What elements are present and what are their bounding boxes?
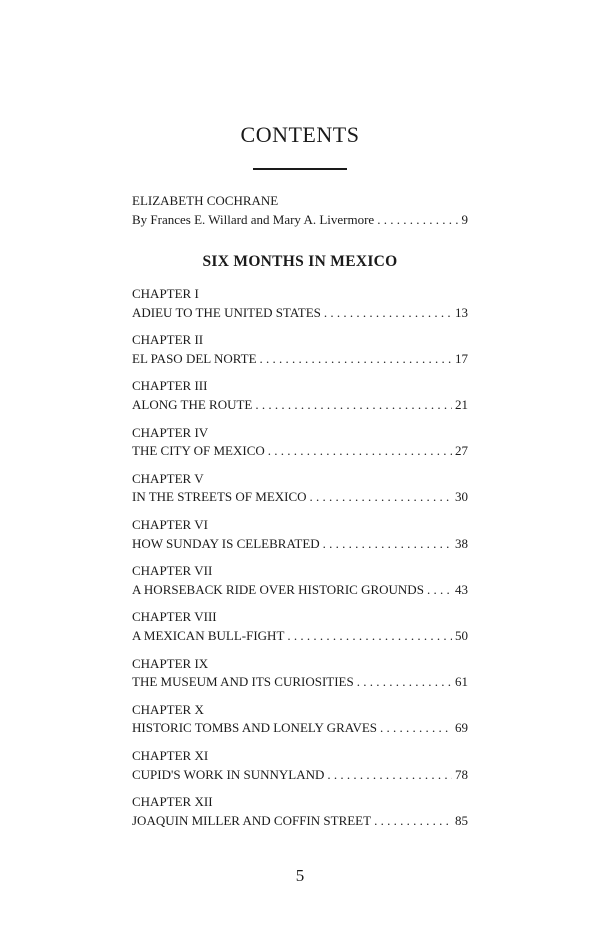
- chapter-label: CHAPTER IV: [132, 424, 209, 440]
- chapter-page-number: 17: [455, 350, 468, 366]
- chapter-title-row: [132, 719, 468, 738]
- chapter-label: CHAPTER VII: [132, 563, 213, 579]
- chapter-page-number: 21: [455, 396, 468, 412]
- page-title: CONTENTS: [240, 122, 360, 147]
- section-heading: SIX MONTHS IN MEXICO: [202, 253, 398, 270]
- intro-byline-row: [132, 211, 468, 230]
- dot-leader: [310, 488, 452, 507]
- dot-leader: [323, 535, 452, 554]
- chapter-title: HISTORIC TOMBS AND LONELY GRAVES: [132, 720, 378, 736]
- chapter-page-number: 78: [455, 766, 468, 782]
- chapter-page-number: 50: [455, 627, 468, 643]
- chapter-page-number: 27: [455, 443, 468, 459]
- chapter-title: CUPID'S WORK IN SUNNYLAND: [132, 766, 325, 782]
- chapter-label: CHAPTER XI: [132, 748, 209, 763]
- toc-entry[interactable]: [132, 377, 468, 414]
- chapter-title-row: [132, 627, 468, 646]
- toc-entry[interactable]: [132, 470, 468, 507]
- toc-entry[interactable]: [132, 424, 468, 461]
- intro-page-number: 9: [461, 211, 468, 227]
- toc-entry[interactable]: [132, 516, 468, 553]
- dot-leader: [287, 627, 452, 646]
- chapter-title: HOW SUNDAY IS CELEBRATED: [132, 535, 320, 551]
- chapter-title: A MEXICAN BULL-FIGHT: [132, 627, 285, 643]
- dot-leader: [357, 673, 452, 692]
- chapter-page-number: 69: [455, 720, 468, 736]
- toc-entry[interactable]: [132, 562, 468, 599]
- toc-entry[interactable]: [132, 608, 468, 645]
- dot-leader: [374, 812, 452, 831]
- dot-leader: [268, 442, 452, 461]
- dot-leader: [327, 766, 452, 785]
- intro-entry[interactable]: [132, 192, 468, 229]
- intro-heading: ELIZABETH COCHRANE: [132, 193, 279, 208]
- chapter-label: CHAPTER I: [132, 286, 199, 301]
- chapter-label: CHAPTER V: [132, 470, 204, 486]
- toc-entry[interactable]: [132, 285, 468, 322]
- chapter-page-number: 13: [455, 304, 468, 320]
- chapter-page-number: 38: [455, 535, 468, 551]
- chapter-title-row: [132, 350, 468, 369]
- chapter-label: CHAPTER XII: [132, 794, 213, 810]
- toc-entry[interactable]: [132, 793, 468, 830]
- chapter-page-number: 61: [455, 674, 468, 690]
- chapter-title: THE CITY OF MEXICO: [132, 443, 265, 459]
- chapter-title: A HORSEBACK RIDE OVER HISTORIC GROUNDS: [132, 581, 424, 597]
- chapter-label: CHAPTER X: [132, 701, 204, 717]
- chapter-label: CHAPTER II: [132, 332, 204, 348]
- dot-leader: [324, 304, 452, 323]
- chapter-title: IN THE STREETS OF MEXICO: [132, 489, 307, 505]
- chapter-page-number: 43: [455, 581, 468, 597]
- chapter-title-row: [132, 304, 468, 323]
- dot-leader: [427, 581, 452, 600]
- dot-leader: [380, 719, 452, 738]
- chapter-title: JOAQUIN MILLER AND COFFIN STREET: [132, 812, 372, 828]
- chapter-title-row: [132, 442, 468, 461]
- chapter-title-row: [132, 581, 468, 600]
- toc-entry[interactable]: [132, 747, 468, 784]
- chapter-label: CHAPTER III: [132, 378, 208, 394]
- chapter-title: ADIEU TO THE UNITED STATES: [132, 304, 321, 320]
- title-rule: [253, 168, 347, 170]
- dot-leader: [377, 211, 458, 230]
- chapter-title-row: [132, 812, 468, 831]
- intro-byline: By Frances E. Willard and Mary A. Livermore: [132, 211, 375, 227]
- chapter-title-row: [132, 766, 468, 785]
- chapter-title-row: [132, 488, 468, 507]
- chapter-title: THE MUSEUM AND ITS CURIOSITIES: [132, 674, 354, 690]
- chapter-page-number: 85: [455, 812, 468, 828]
- chapter-title: EL PASO DEL NORTE: [132, 350, 257, 366]
- chapter-title-row: [132, 673, 468, 692]
- page-number: 5: [295, 866, 305, 885]
- dot-leader: [255, 396, 452, 415]
- dot-leader: [260, 350, 452, 369]
- chapter-label: CHAPTER IX: [132, 655, 209, 671]
- toc-entry[interactable]: [132, 655, 468, 692]
- chapter-title: ALONG THE ROUTE: [132, 396, 253, 412]
- toc-entry[interactable]: [132, 331, 468, 368]
- chapter-title-row: [132, 396, 468, 415]
- chapter-title-row: [132, 535, 468, 554]
- toc-entry[interactable]: [132, 701, 468, 738]
- chapter-page-number: 30: [455, 489, 468, 505]
- chapter-label: CHAPTER VIII: [132, 609, 217, 625]
- chapter-label: CHAPTER VI: [132, 517, 208, 532]
